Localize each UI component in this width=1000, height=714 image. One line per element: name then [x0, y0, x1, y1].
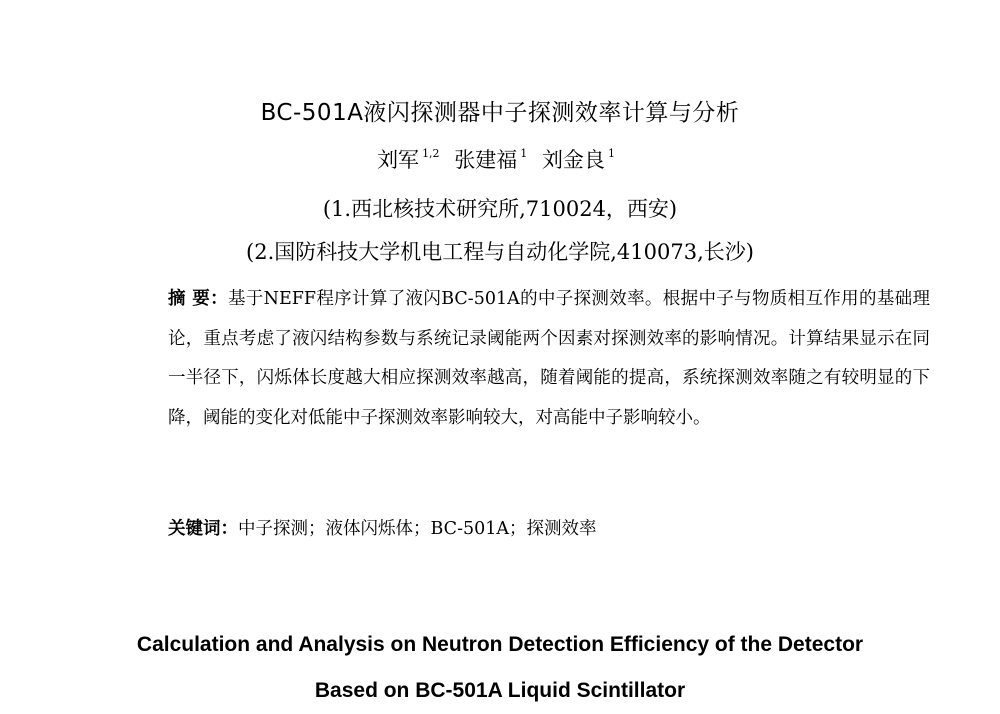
- english-title-line-1: Calculation and Analysis on Neutron Detection Efficiency of the Detector: [136, 633, 864, 656]
- english-title-line-2: Based on BC-501A Liquid Scintillator: [314, 679, 686, 702]
- keywords-label: 关键词：: [168, 519, 238, 539]
- keywords: [168, 515, 930, 540]
- affiliation-2: (2.国防科技大学机电工程与自动化学院,410073,长沙): [246, 240, 754, 264]
- author-name: 刘金良: [541, 148, 605, 172]
- author-name: 刘军: [377, 148, 420, 172]
- author-affiliation-mark: 1: [607, 147, 615, 160]
- author-list: [0, 144, 1000, 174]
- author-affiliation-mark: 1,2: [422, 147, 440, 160]
- author-name: 张建福: [454, 148, 518, 172]
- abstract-text: 基于NEFF程序计算了液闪BC-501A的中子探测效率。根据中子与物质相互作用的基础理论，重点考虑了液闪结构参数与系统记录阈能两个因素对探测效率的影响情况。计算结果显示在同一半径下，闪烁体长度越大相应探测效率越高，随着阈能的提高，系统探测效率随之有较明显的下降，阈能的变化对低能中子探测效率影响较大，对高能中子影响较小。: [168, 289, 930, 428]
- author-affiliation-mark: 1: [520, 147, 528, 160]
- abstract-label: 摘 要：: [168, 289, 228, 309]
- abstract: [168, 280, 930, 438]
- chinese-title: BC-501A液闪探测器中子探测效率计算与分析: [260, 100, 740, 126]
- affiliation-1: (1.西北核技术研究所,710024，西安): [322, 197, 678, 221]
- keywords-text: 中子探测；液体闪烁体；BC-501A；探测效率: [238, 519, 597, 539]
